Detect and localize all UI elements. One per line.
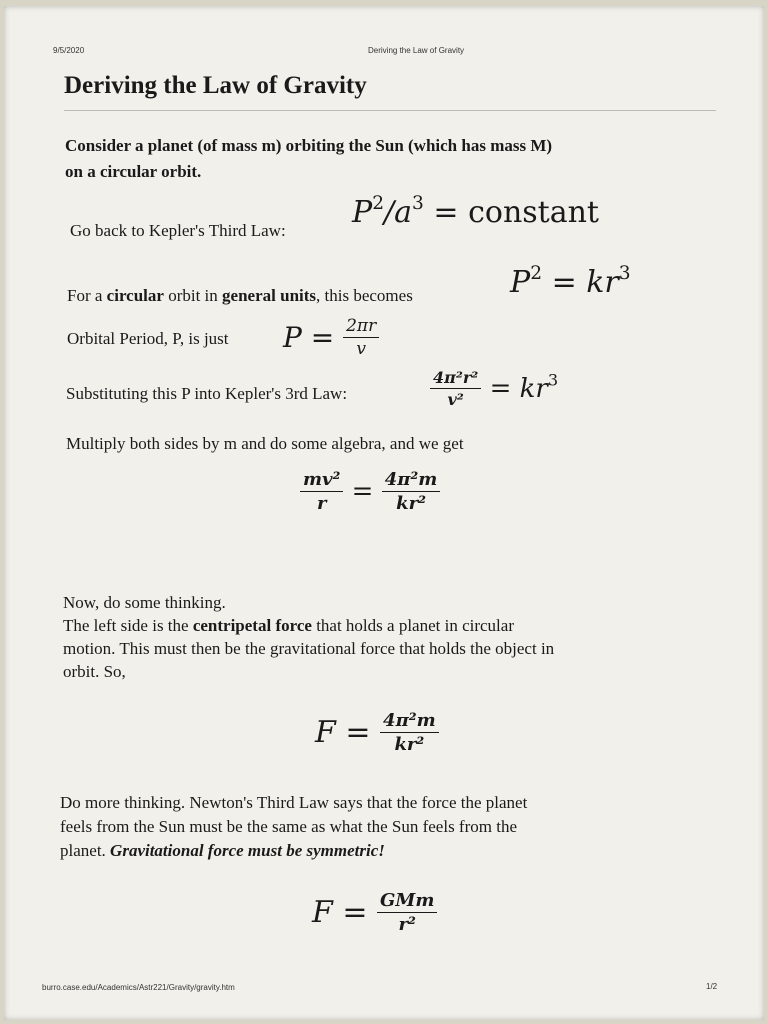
period-denominator: v xyxy=(356,339,366,359)
thinking-line-4: orbit. So, xyxy=(63,662,126,681)
thinking-line-1: Now, do some thinking. xyxy=(63,593,226,612)
thinking-line-2 xyxy=(63,614,514,638)
thinking-line-2-post: that holds a planet in circular xyxy=(311,616,514,635)
centripetal-force-term: centripetal force xyxy=(192,616,312,635)
kepler-equation: $P^2/a^3$ = constant xyxy=(352,192,599,230)
substituting-fraction xyxy=(430,368,481,409)
multiply-lhs-denominator: r xyxy=(316,493,327,514)
header-date: 9/5/2020 xyxy=(53,46,85,55)
circular-orbit-sentence xyxy=(67,284,413,308)
force-equation-1: F = $\frac{\text{4π²m}}{\text{kr²}}$ xyxy=(315,710,439,755)
thinking-line-2-pre: The left side is the xyxy=(63,616,193,635)
header-running-title: Deriving the Law of Gravity xyxy=(368,46,465,55)
symmetric-emphasis: Gravitational force must be symmetric! xyxy=(110,841,385,860)
more-line-3-pre: planet. xyxy=(60,841,111,860)
kepler-label: Go back to Kepler's Third Law: xyxy=(70,221,286,240)
multiply-rhs-fraction xyxy=(382,469,441,514)
circular-post: , this becomes xyxy=(316,286,413,305)
force-1-fraction xyxy=(380,710,439,755)
title-divider xyxy=(64,110,716,111)
page-title: Deriving the Law of Gravity xyxy=(64,72,367,99)
thinking-line-3: motion. This must then be the gravitational force that holds the object in xyxy=(63,639,555,658)
circular-equation: $P^2 = kr^3$ xyxy=(510,262,631,300)
substituting-equation: $\frac{\text{4π²r²}}{\text{v²}}$ = $kr^3$ xyxy=(430,368,558,409)
period-label: Orbital Period, P, is just xyxy=(67,329,229,348)
general-units-word: general units xyxy=(222,286,317,305)
substituting-numerator: 4π²r² xyxy=(430,368,481,389)
substituting-label: Substituting this P into Kepler's 3rd Law: xyxy=(66,384,348,403)
multiply-equation: $\frac{\text{mv²}}{r}$ = $\frac{\text{4π²m}}{\text{kr²}}$ xyxy=(300,469,440,514)
intro-line-1: Consider a planet (of mass m) orbiting the Sun (which has mass M) xyxy=(65,136,553,155)
multiply-label: Multiply both sides by m and do some algebra, and we get xyxy=(66,434,464,453)
force-2-fraction xyxy=(377,890,437,935)
force-1-numerator: 4π²m xyxy=(380,710,439,733)
force-2-denominator: r² xyxy=(398,914,416,935)
period-fraction xyxy=(343,316,379,359)
footer-page-number: 1/2 xyxy=(706,982,718,991)
period-numerator: 2πr xyxy=(343,316,379,338)
multiply-lhs-fraction xyxy=(300,469,343,514)
more-line-3 xyxy=(60,839,385,863)
force-2-numerator: GMm xyxy=(377,890,437,913)
kepler-constant: constant xyxy=(468,195,599,230)
circular-pre: For a xyxy=(67,286,107,305)
force-equation-2: F = $\frac{\text{GMm}}{\text{r²}}$ xyxy=(312,890,437,935)
circular-word: circular xyxy=(106,286,164,305)
multiply-lhs-numerator: mv² xyxy=(300,469,343,492)
multiply-rhs-denominator: kr² xyxy=(396,493,426,514)
multiply-rhs-numerator: 4π²m xyxy=(382,469,441,492)
substituting-denominator: v² xyxy=(447,390,464,409)
period-equation: P = $\frac{2\pi r}{v}$ xyxy=(283,316,379,359)
footer-url: burro.case.edu/Academics/Astr221/Gravity/gravity.htm xyxy=(42,983,235,992)
force-1-denominator: kr² xyxy=(394,734,425,755)
intro-line-2: on a circular orbit. xyxy=(65,162,202,181)
circular-mid: orbit in xyxy=(163,286,223,305)
more-line-2: feels from the Sun must be the same as what the Sun feels from the xyxy=(60,817,517,836)
more-line-1: Do more thinking. Newton's Third Law says that the force the planet xyxy=(60,793,528,812)
